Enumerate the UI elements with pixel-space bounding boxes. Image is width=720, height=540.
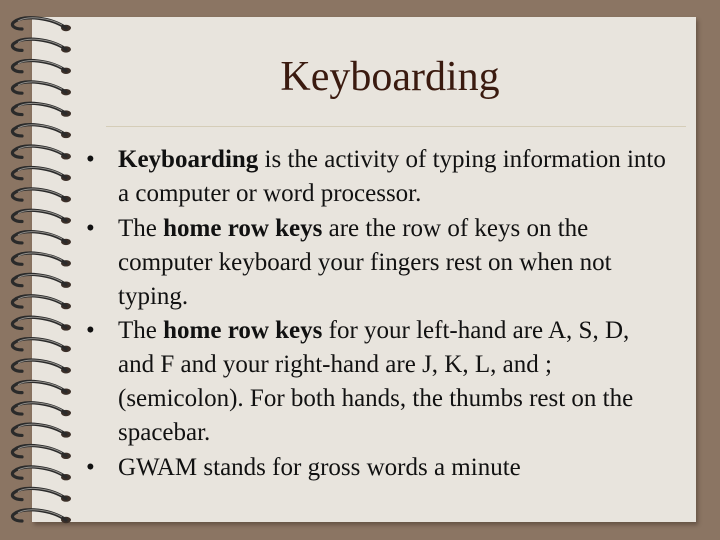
spiral-ring-icon [12, 39, 71, 52]
spiral-ring-icon [12, 467, 71, 480]
spiral-ring-icon [12, 103, 71, 116]
bullet-item [86, 143, 666, 211]
spiral-ring-icon [12, 274, 71, 287]
bullet-item [86, 451, 666, 485]
spiral-ring-icon [12, 61, 71, 74]
title-divider [106, 126, 686, 127]
bullet-list [86, 143, 666, 485]
spiral-ring-icon [12, 424, 71, 437]
spiral-ring-icon [12, 339, 71, 352]
bullet-bold-term: home row keys [163, 214, 323, 242]
spiral-ring-icon [12, 360, 71, 373]
bullet-text: are the row of keys on the computer keyboard your fingers rest on when not typing. [118, 214, 612, 310]
spiral-ring-icon [12, 146, 71, 159]
spiral-ring-icon [12, 381, 71, 394]
spiral-ring-icon [12, 317, 71, 330]
spiral-ring-icon [12, 488, 71, 501]
spiral-ring-icon [12, 296, 71, 309]
bullet-bold-term: Keyboarding [118, 146, 259, 173]
spiral-ring-icon [12, 253, 71, 266]
spiral-ring-icon [12, 167, 71, 180]
spiral-ring-icon [12, 510, 71, 523]
bullet-item [86, 314, 666, 450]
bullet-icon: • [86, 146, 95, 173]
spiral-ring-icon [12, 232, 71, 245]
bullet-bold-term: home row keys [163, 317, 323, 344]
spiral-ring-icon [12, 125, 71, 138]
spiral-ring-icon [12, 82, 71, 95]
bullet-icon: • [86, 453, 95, 481]
spiral-ring-icon [12, 446, 71, 459]
spiral-ring-icon [12, 189, 71, 202]
spiral-ring-icon [12, 18, 71, 31]
spiral-ring-icon [12, 210, 71, 223]
bullet-text: is the activity of typing information into a computer or word processor. [118, 146, 666, 207]
bullet-prefix: The [118, 214, 164, 242]
bullet-text: for your left-hand are A, S, D, and F and your right-hand are J, K, L, and ; (semicolon). For both hands, the thumbs rest on the spacebar. [118, 317, 634, 446]
slide-title: Keyboarding [280, 54, 500, 100]
bullet-text: GWAM stands for gross words a minute [118, 453, 521, 481]
bullet-prefix: The [118, 317, 164, 344]
spiral-ring-icon [12, 403, 71, 416]
bullet-icon: • [86, 317, 95, 344]
bullet-item [86, 212, 666, 314]
spiral-binding-icon [0, 0, 90, 540]
bullet-icon: • [86, 214, 95, 242]
